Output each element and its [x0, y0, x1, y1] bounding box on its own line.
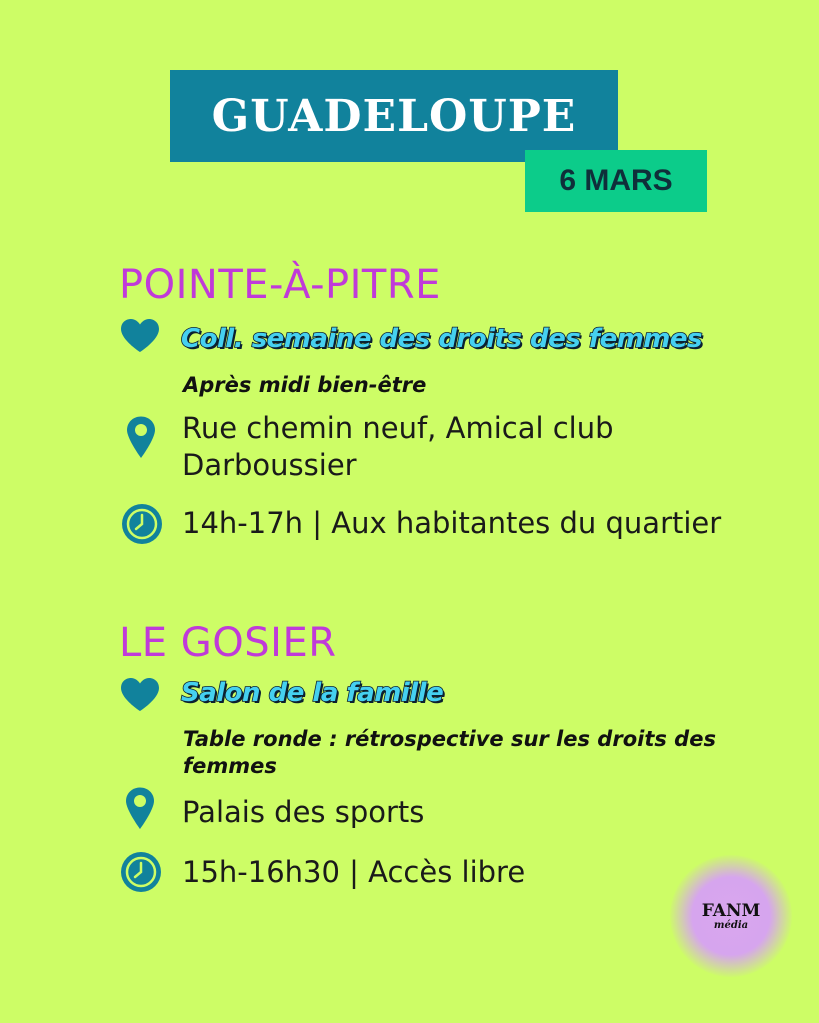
event-time-info: 15h-16h30 | Accès libre: [182, 855, 526, 889]
organizer-name: Coll. semaine des droits des femmes: [181, 324, 702, 354]
logo-text-sub: média: [713, 919, 749, 931]
event-location: Rue chemin neuf, Amical club Darboussier: [182, 411, 614, 482]
logo-text-main: FANM: [701, 900, 761, 921]
fanm-media-logo: [670, 855, 792, 977]
location-pin-icon: [125, 415, 157, 459]
clock-icon: [120, 502, 164, 546]
event-location: Palais des sports: [182, 795, 425, 829]
heart-icon: [119, 318, 161, 354]
date-badge: 6 MARS: [525, 150, 707, 212]
region-title: GUADELOUPE: [170, 70, 618, 162]
organizer-name: Salon de la famille: [181, 678, 444, 708]
heart-icon: [119, 677, 161, 713]
city-heading-pointe-a-pitre: POINTE-À-PITRE: [119, 262, 441, 308]
city-heading-le-gosier: LE GOSIER: [119, 620, 337, 666]
event-time-info: 14h-17h | Aux habitantes du quartier: [182, 506, 722, 540]
activity-description: Table ronde : rétrospective sur les droits des femmes: [183, 727, 716, 778]
clock-icon: [119, 850, 163, 894]
location-pin-icon: [124, 786, 156, 830]
activity-description: Après midi bien-être: [183, 373, 427, 397]
